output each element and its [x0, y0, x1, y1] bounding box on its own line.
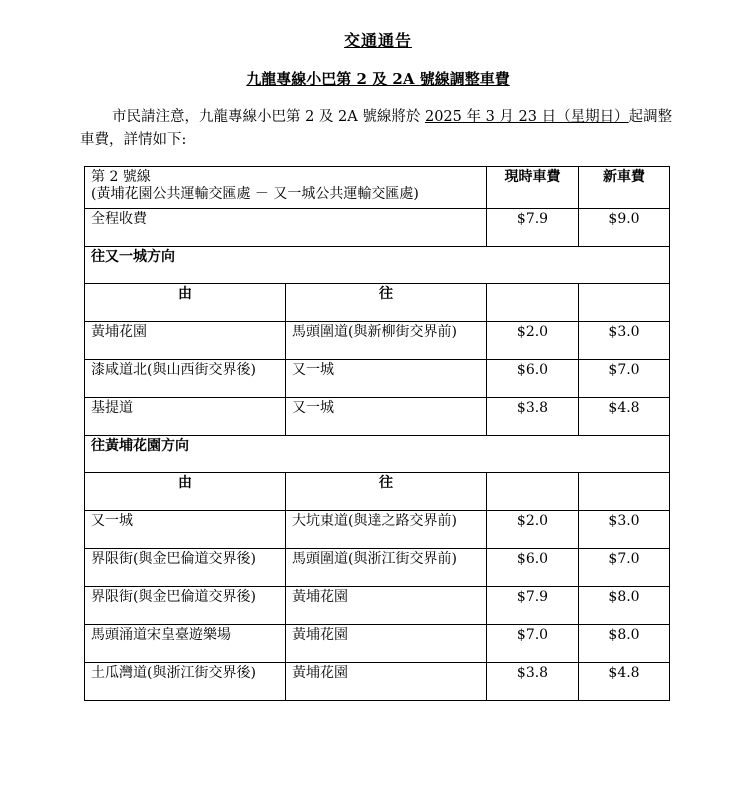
- new-fare: $3.0: [579, 511, 670, 549]
- route-description: (黃埔花園公共運輸交匯處 － 又一城公共運輸交匯處): [91, 186, 419, 202]
- from-column-header: 由: [85, 473, 286, 511]
- from-stop: 基提道: [85, 398, 286, 436]
- new-fare: $8.0: [579, 587, 670, 625]
- from-stop: 漆咸道北(與山西街交界後): [85, 360, 286, 398]
- to-stop: 黃埔花園: [286, 663, 487, 701]
- section-heading: 往又一城方向: [85, 247, 670, 284]
- to-stop: 又一城: [286, 360, 487, 398]
- full-fare-label: 全程收費: [85, 209, 487, 247]
- section-heading-row: [85, 247, 670, 284]
- effective-date: 2025 年 3 月 23 日（星期日）: [424, 109, 629, 125]
- new-fare: $3.0: [579, 322, 670, 360]
- current-fare: $6.0: [487, 549, 579, 587]
- current-fare: $7.0: [487, 625, 579, 663]
- current-fare: $7.9: [487, 587, 579, 625]
- table-row: [85, 587, 670, 625]
- to-column-header: 往: [286, 284, 487, 322]
- to-column-header: 往: [286, 473, 487, 511]
- current-fare: $2.0: [487, 322, 579, 360]
- table-row: [85, 322, 670, 360]
- empty-cell: [487, 284, 579, 322]
- new-fare: $4.8: [579, 663, 670, 701]
- fare-table: [84, 166, 670, 701]
- empty-cell: [487, 473, 579, 511]
- from-stop: 界限街(與金巴倫道交界後): [85, 587, 286, 625]
- to-stop: 馬頭圍道(與新柳街交界前): [286, 322, 487, 360]
- current-fare: $6.0: [487, 360, 579, 398]
- current-fare-header: 現時車費: [487, 167, 579, 209]
- new-fare: $7.0: [579, 360, 670, 398]
- from-stop: 馬頭涌道宋皇臺遊樂場: [85, 625, 286, 663]
- table-row: [85, 360, 670, 398]
- current-fare: $3.8: [487, 663, 579, 701]
- to-stop: 黃埔花園: [286, 587, 487, 625]
- section-heading: 往黃埔花園方向: [85, 436, 670, 473]
- current-fare: $3.8: [487, 398, 579, 436]
- from-stop: 又一城: [85, 511, 286, 549]
- empty-cell: [579, 473, 670, 511]
- table-row: [85, 663, 670, 701]
- full-fare-row: [85, 209, 670, 247]
- section-column-header-row: [85, 473, 670, 511]
- route-cell: [85, 167, 487, 209]
- new-fare: $8.0: [579, 625, 670, 663]
- route-label: 第 2 號線: [91, 169, 151, 185]
- current-fare: $2.0: [487, 511, 579, 549]
- from-stop: 土瓜灣道(與浙江街交界後): [85, 663, 286, 701]
- paragraph-prefix: 市民請注意，九龍專線小巴第 2 及 2A 號線將於: [112, 109, 421, 125]
- empty-cell: [579, 284, 670, 322]
- from-stop: 界限街(與金巴倫道交界後): [85, 549, 286, 587]
- notice-title: 交通通告: [343, 31, 412, 50]
- to-stop: 黃埔花園: [286, 625, 487, 663]
- table-header-row: [85, 167, 670, 209]
- new-fare: $7.0: [579, 549, 670, 587]
- to-stop: 大坑東道(與達之路交界前): [286, 511, 487, 549]
- to-stop: 馬頭圍道(與浙江街交界前): [286, 549, 487, 587]
- notice-subtitle: 九龍專線小巴第 2 及 2A 號線調整車費: [246, 70, 510, 88]
- table-row: [85, 625, 670, 663]
- table-row: [85, 549, 670, 587]
- table-row: [85, 511, 670, 549]
- new-fare-header: 新車費: [579, 167, 670, 209]
- from-column-header: 由: [85, 284, 286, 322]
- section-column-header-row: [85, 284, 670, 322]
- from-stop: 黃埔花園: [85, 322, 286, 360]
- new-fare: $4.8: [579, 398, 670, 436]
- table-row: [85, 398, 670, 436]
- section-heading-row: [85, 436, 670, 473]
- to-stop: 又一城: [286, 398, 487, 436]
- notice-paragraph: [80, 106, 680, 152]
- full-fare-new: $9.0: [579, 209, 670, 247]
- paragraph-suffix: 起調整車費，詳情如下:: [80, 109, 673, 148]
- full-fare-current: $7.9: [487, 209, 579, 247]
